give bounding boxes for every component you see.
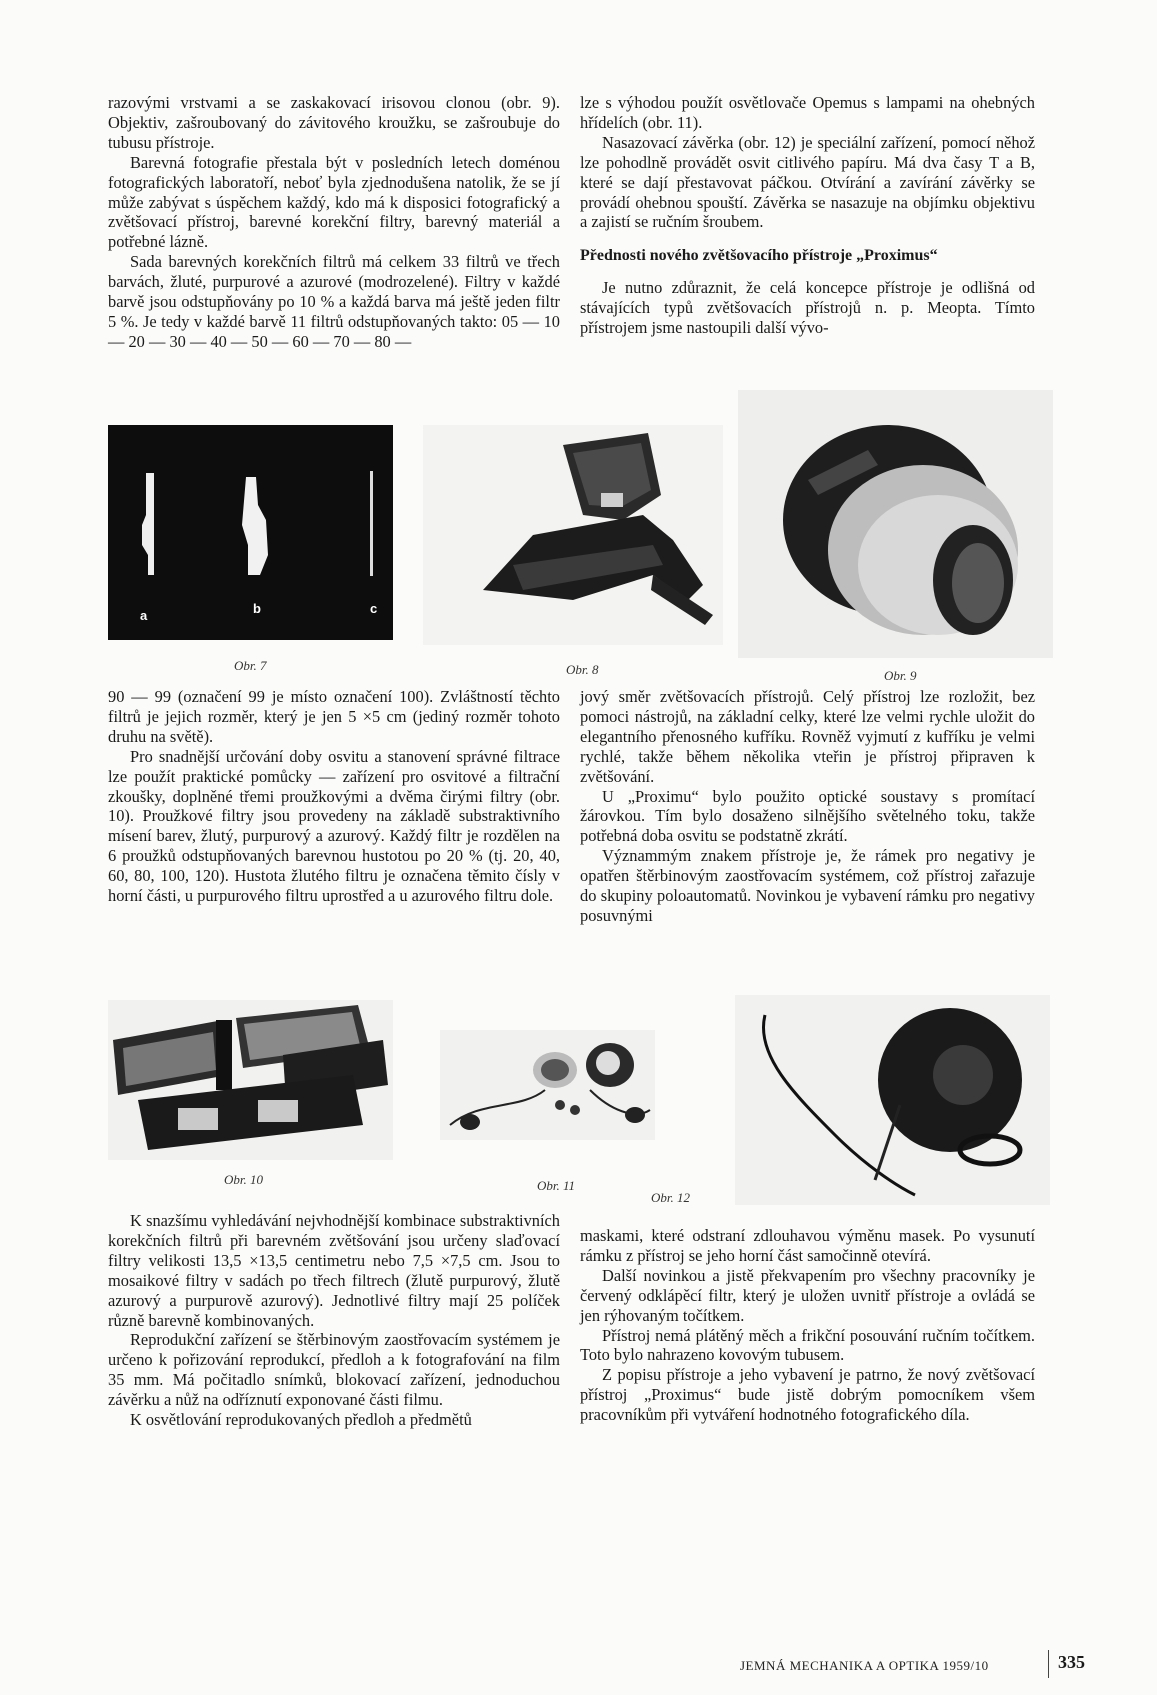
paragraph: Pro snadnější určování doby osvitu a stanovení správné filtrace lze použít praktické pomůcky — zařízení pro osvitové a filtrační zkoušky, doplněné třemi proužkovými a dvěma čirými filtry (obr. 10). Proužkové filtry jsou provedeny na základě substraktivního mísení barev, žlutý, purpurový a azurový. Každý filtr je rozdělen na 6 proužků odstupňovaných barevnou hustotou po 20 % (tj. 20, 40, 60, 80, 100, 120). Hustota žlutého filtru je označena těmito čísly v horní části, u purpurového filtru uprostřed a u azurového filtru dole. xyxy=(108,746,560,906)
journal-footer: JEMNÁ MECHANIKA A OPTIKA 1959/10 xyxy=(740,1658,989,1673)
figure-label-c: c xyxy=(370,601,378,616)
paragraph: Význammým znakem přístroje je, že rámek pro negativy je opatřen štěrbinovým zaostřovacím systémem, což přístroj zařazuje do skupiny poloautomatů. Novinkou je vybavení rámku pro negativy posuvnými xyxy=(580,846,1035,925)
paragraph: Reprodukční zařízení se štěrbinovým zaostřovacím systémem je určeno k pořizování reprodukcí, předloh a k fotografování na film 35 mm. Má počitadlo snímků, blokovací zařízení, jednoduchou závěrku a nůž na odříznutí exponované části filmu. xyxy=(108,1330,560,1410)
column-bottom-left xyxy=(108,1211,560,1430)
page-number: 335 xyxy=(1058,1652,1085,1672)
paragraph: razovými vrstvami a se zaskakovací irisovou clonou (obr. 9). Objektiv, zašroubovaný do závitového kroužku, se zašroubuje do tubusu přístroje. xyxy=(108,93,560,152)
figure-10-image xyxy=(108,1000,393,1160)
paragraph: Je nutno zdůraznit, že celá koncepce přístroje je odlišná od stávajících typů zvětšovacích přístrojů n. p. Meopta. Tímto přístrojem jsme nastoupili další vývo- xyxy=(580,278,1035,338)
column-bottom-right xyxy=(580,1226,1035,1425)
figure-9-image xyxy=(738,390,1053,658)
figure-7-image xyxy=(108,425,393,640)
paragraph: K osvětlování reprodukovaných předloh a předmětů xyxy=(130,1410,472,1430)
figure-7-caption: Obr. 7 xyxy=(234,658,267,673)
paragraph: Přístroj nemá plátěný měch a frikční posouvání ručním točítkem. Toto bylo nahrazeno kovovým tubusem. xyxy=(580,1325,1035,1365)
column-middle-right xyxy=(580,687,1035,926)
footer-divider xyxy=(1048,1650,1049,1678)
paragraph: Další novinkou a jistě překvapením pro všechny pracovníky je červený odklápěcí filtr, který je uložen uvnitř přístroje a ovládá se jen rýhovaným točítkem. xyxy=(580,1265,1035,1325)
paragraph: K snazšímu vyhledávání nejvhodnější kombinace substraktivních korekčních filtrů při barevném zvětšování jsou určeny slaďovací filtry velikosti 13,5 ×13,5 centimetru nebo 7,5 ×7,5 cm. Jsou to mosaikové filtry v sadách po třech filtrech (žlutě purpurový, žlutě azurový a purpurově azurový). Jednotlivé filtry mají 25 políček různě barevně kombinovaných. xyxy=(108,1211,560,1330)
figure-label-a: a xyxy=(140,608,148,623)
column-top-left xyxy=(108,93,560,352)
figure-8-image xyxy=(423,425,723,645)
section-heading: Přednosti nového zvětšovacího přístroje „Proximus“ xyxy=(580,247,938,265)
paragraph: U „Proximu“ bylo použito optické soustavy s promítací žárovkou. Tím bylo dosaženo silnějšího světelného toku, takže potřebná doba osvitu se podstatně zkrátí. xyxy=(580,786,1035,846)
paragraph: lze s výhodou použít osvětlovače Opemus s lampami na ohebných hřídelích (obr. 11). xyxy=(580,93,1035,132)
figure-12-image xyxy=(735,995,1050,1205)
figure-11-caption: Obr. 11 xyxy=(537,1178,576,1193)
figure-11-image xyxy=(440,1030,655,1140)
paragraph: jový směr zvětšovacích přístrojů. Celý přístroj lze rozložit, bez pomoci nástrojů, na základní celky, které lze velmi rychle uložit do elegantního přenosného kufříku. Rovněž vyjmutí z kufříku je velmi rychlé, takže během několika vteřin je přístroj připraven k zvětšování. xyxy=(580,687,1035,786)
column-top-right xyxy=(580,93,1035,338)
paragraph: Nasazovací závěrka (obr. 12) je speciální zařízení, pomocí něhož lze pohodlně provádět osvit citlivého papíru. Má dva časy T a B, které se dají přestavovat páčkou. Otvírání a zavírání závěrky se provádí ohebnou spouští. Závěrka se nasazuje na objímku objektivu a zajistí se ručním šroubem. xyxy=(580,132,1035,232)
paragraph: 90 — 99 (označení 99 je místo označení 100). Zvláštností těchto filtrů je jejich rozměr, který je jen 5 ×5 cm (jediný rozměr tohoto druhu na světě). xyxy=(108,687,560,746)
paragraph: Barevná fotografie přestala být v posledních letech doménou fotografických laboratoří, neboť byla zjednodušena natolik, že se jí může zabývat s úspěchem každý, kdo má k disposici fotografický a zvětšovací přístroj, barevné korekční filtry, barevný materiál a potřebné lázně. xyxy=(108,152,560,252)
figure-8-caption: Obr. 8 xyxy=(566,662,599,677)
paragraph: Sada barevných korekčních filtrů má celkem 33 filtrů ve třech barvách, žluté, purpurové a azurové (modrozelené). Filtry v každé barvě jsou odstupňovány po 10 % a každá barva má ještě jeden filtr 5 %. Je tedy v každé barvě 11 filtrů odstupňovaných takto: 05 — 10 — 20 — 30 — 40 — 50 — 60 — 70 — 80 — xyxy=(108,252,560,351)
figure-9-caption: Obr. 9 xyxy=(884,668,917,683)
paragraph: maskami, které odstraní zdlouhavou výměnu masek. Po vysunutí rámku z přístroj se jeho horní část samočinně otevírá. xyxy=(580,1226,1035,1265)
figure-12-caption: Obr. 12 xyxy=(651,1190,691,1205)
column-middle-left xyxy=(108,687,560,906)
figure-10-caption: Obr. 10 xyxy=(224,1172,264,1187)
figure-label-b: b xyxy=(253,601,261,616)
paragraph: Z popisu přístroje a jeho vybavení je patrno, že nový zvětšovací přístroj „Proximus“ bude jistě dobrým pomocníkem všem pracovníkům při vytváření hodnotného fotografického díla. xyxy=(580,1365,1035,1425)
